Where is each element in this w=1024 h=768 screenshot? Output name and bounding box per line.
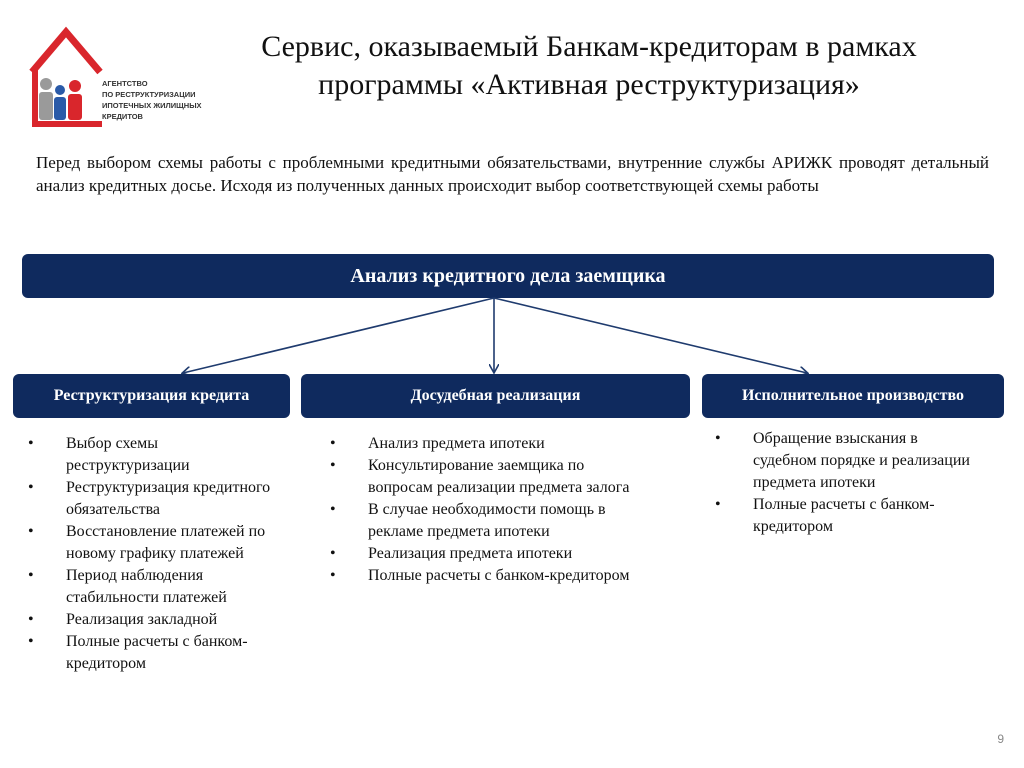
arrow-left [183, 298, 494, 373]
list-item: • Реализация закладной [28, 609, 278, 631]
list-item: • Анализ предмета ипотеки [330, 433, 630, 455]
restructuring-list [28, 433, 278, 675]
logo-line-1: АГЕНТСТВО [102, 79, 148, 88]
list-item: • Восстановление платежей по новому графику платежей [28, 521, 278, 565]
slide-title: Сервис, оказываемый Банкам-кредиторам в рамках программы «Активная реструктуризация» [261, 30, 917, 101]
list-item: • Выбор схемы реструктуризации [28, 433, 278, 477]
logo-line-4: КРЕДИТОВ [102, 112, 143, 121]
list-item: • В случае необходимости помощь в рекламе предмета ипотеки [330, 499, 630, 543]
enforcement-list [715, 428, 985, 538]
list-item: • Реализация предмета ипотеки [330, 543, 630, 565]
list-item: • Период наблюдения стабильности платежей [28, 565, 278, 609]
intro-paragraph: Перед выбором схемы работы с проблемными кредитными обязательствами, внутренние службы АРИЖК проводят детальный анализ кредитных досье. Исходя из полученных данных происходит выбор соответствующей схемы работы [36, 153, 989, 195]
list-item: • Реструктуризация кредитного обязательства [28, 477, 278, 521]
main-analysis-box [22, 254, 994, 298]
category-label: Реструктуризация кредита [53, 387, 250, 404]
category-restructuring [13, 374, 290, 418]
pretrial-sale-list [330, 433, 630, 587]
category-label: Досудебная реализация [410, 387, 581, 404]
page-number: 9 [997, 732, 1004, 746]
category-pretrial-sale [301, 374, 690, 418]
list-item: • Полные расчеты с банком-кредитором [28, 631, 278, 675]
list-item: • Консультирование заемщика по вопросам реализации предмета залога [330, 455, 630, 499]
main-analysis-label: Анализ кредитного дела заемщика [350, 264, 666, 287]
logo-line-2: ПО РЕСТРУКТУРИЗАЦИИ [102, 90, 196, 99]
category-label: Исполнительное производство [741, 387, 965, 404]
category-enforcement [702, 374, 1004, 418]
list-item: • Обращение взыскания в судебном порядке и реализации предмета ипотеки [715, 428, 985, 494]
logo-text [102, 78, 212, 122]
logo-line-3: ИПОТЕЧНЫХ ЖИЛИЩНЫХ [102, 101, 202, 110]
list-item: • Полные расчеты с банком-кредитором [715, 494, 985, 538]
list-item: • Полные расчеты с банком-кредитором [330, 565, 630, 587]
arrow-right [494, 298, 807, 373]
